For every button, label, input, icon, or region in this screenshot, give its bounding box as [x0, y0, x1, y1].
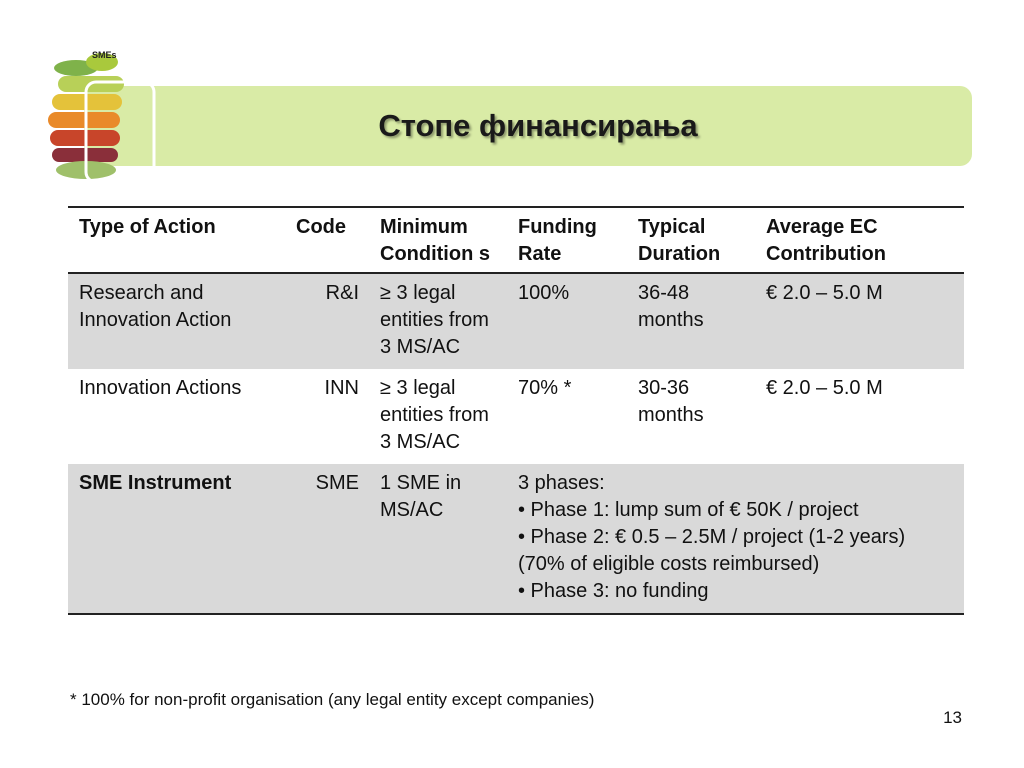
cell-min: ≥ 3 legal entities from 3 MS/AC: [380, 377, 489, 453]
phases-intro: 3 phases:: [518, 472, 605, 494]
funding-table: [68, 206, 964, 615]
table-row: [68, 464, 964, 614]
cell-min: 1 SME in MS/AC: [369, 464, 507, 614]
cell-code: R&I: [285, 273, 369, 369]
header-rate: Funding Rate: [507, 207, 627, 273]
cell-phases: [507, 464, 964, 614]
cell-type: SME Instrument: [68, 464, 285, 614]
table-row: [68, 273, 964, 369]
header-duration: Typical Duration: [627, 207, 755, 273]
table-header-row: [68, 207, 964, 273]
table-row: [68, 369, 964, 464]
cell-contribution: € 2.0 – 5.0 M: [766, 377, 883, 399]
header-type: Type of Action: [68, 207, 285, 273]
logo-label: SMEs: [92, 50, 117, 60]
header-code: Code: [285, 207, 369, 273]
cell-type: Research and Innovation Action: [68, 273, 285, 369]
title-banner: [84, 86, 972, 166]
cell-contribution: € 2.0 – 5.0 M: [755, 273, 964, 369]
phase-item: • Phase 2: € 0.5 – 2.5M / project (1-2 years) (70% of eligible costs reimbursed): [518, 526, 906, 575]
slide-title: Стопе финансирања: [378, 108, 698, 143]
phase-item: • Phase 3: no funding: [518, 580, 709, 602]
header-contribution: Average EC Contribution: [755, 207, 964, 273]
cell-duration: 30-36 months: [638, 377, 704, 426]
phase-item: • Phase 1: lump sum of € 50K / project: [518, 499, 859, 521]
page-number: 13: [943, 708, 962, 727]
cell-duration: 36-48 months: [627, 273, 755, 369]
header-min: Minimum Condition s: [369, 207, 507, 273]
cell-min: ≥ 3 legal entities from 3 MS/AC: [369, 273, 507, 369]
phases-list: [518, 497, 954, 605]
cell-rate: 70% *: [518, 377, 572, 399]
cell-code: SME: [285, 464, 369, 614]
footnote: * 100% for non-profit organisation (any legal entity except companies): [70, 690, 595, 709]
fruit-slices-logo: [40, 48, 160, 184]
cell-type: Innovation Actions: [79, 377, 242, 399]
cell-rate: 100%: [507, 273, 627, 369]
cell-code: INN: [324, 377, 359, 399]
